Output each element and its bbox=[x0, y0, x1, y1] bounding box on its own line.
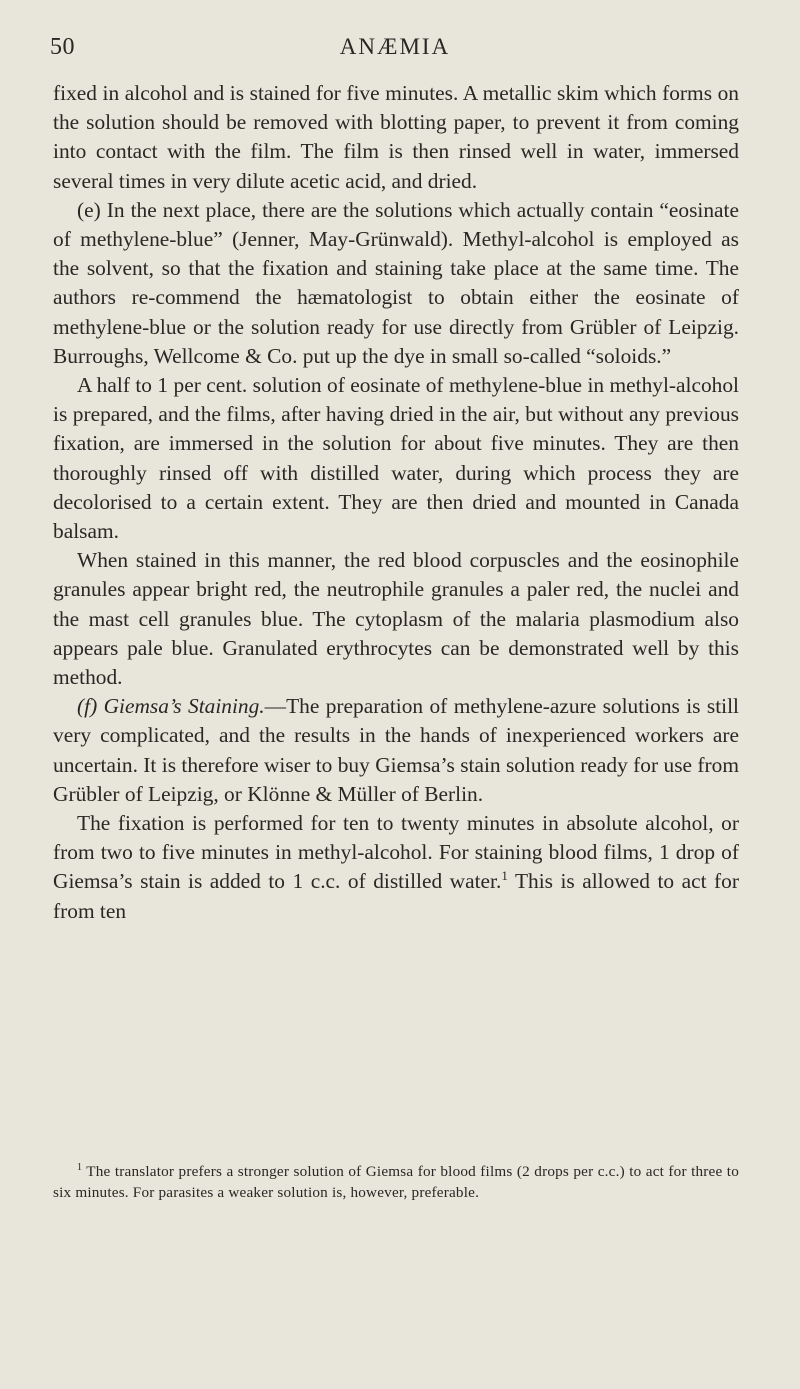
paragraph-fixation bbox=[53, 809, 739, 926]
section-label-e: (e) bbox=[77, 197, 101, 222]
paragraph-text: This is allowed to act for from ten bbox=[53, 869, 739, 923]
page-number: 50 bbox=[50, 34, 75, 60]
paragraph-continuation bbox=[53, 79, 739, 196]
paragraph-staining-results bbox=[53, 546, 739, 692]
running-head: ANÆMIA bbox=[339, 34, 451, 59]
page-header bbox=[50, 34, 740, 64]
footnote-mark: 1 bbox=[77, 1161, 83, 1173]
paragraph-solution bbox=[53, 371, 739, 546]
paragraph-section-e bbox=[53, 196, 739, 371]
paragraph-text: fixed in alcohol and is stained for five minutes. A metallic skim which forms on the solution should be removed with blotting paper, to prevent it from coming into contact with the film. The film is then rinsed well in water, immersed several times in very dilute acetic acid, and dried. bbox=[53, 81, 739, 193]
paragraph-text: A half to 1 per cent. solution of eosinate of methylene-blue in methyl-alcohol is prepared, and the films, after having dried in the air, but without any previous fixation, are immersed in the solution for about five minutes. They are then thoroughly rinsed off with distilled water, during which process they are decolorised to a certain extent. They are then dried and mounted in Canada balsam. bbox=[53, 373, 739, 544]
paragraph-text: When stained in this manner, the red blood corpuscles and the eosinophile granules appear bright red, the neutrophile granules a paler red, the nuclei and the mast cell granules blue. The cytoplasm of the malaria plasmodium also appears pale blue. Granulated erythrocytes can be demonstrated well by this method. bbox=[53, 548, 739, 690]
section-label-f: (f) Giemsa’s Staining. bbox=[77, 694, 265, 719]
footnote-text: The translator prefers a stronger solution of Giemsa for blood films (2 drops per c.c.) to act for three to six minutes. For parasites a weaker solution is, however, preferable. bbox=[53, 1163, 739, 1201]
paragraph-text: —The preparation of methylene-azure solutions is still very complicated, and the results in the hands of inexperienced workers are uncertain. It is therefore wiser to buy Giemsa’s stain solution ready for use from Grübler of Leipzig, or Klönne & Müller of Berlin. bbox=[53, 694, 739, 806]
paragraph-text: In the next place, there are the solutions which actually contain “eosinate of methylene-blue” (Jenner, May-Grünwald). Methyl-alcohol is employed as the solvent, so that the fixation and staining take place at the same time. The authors re-commend the hæmatologist to obtain either the eosinate of methylene-blue or the solution ready for use directly from Grübler of Leipzig. Burroughs, Wellcome & Co. put up the dye in small so-called “soloids.” bbox=[53, 197, 739, 368]
footnote bbox=[53, 1162, 739, 1203]
footnotes bbox=[53, 1162, 739, 1203]
footnote-reference: 1 bbox=[501, 868, 508, 884]
paragraph-section-f bbox=[53, 692, 739, 809]
paragraph-text: The fixation is performed for ten to twenty minutes in absolute alcohol, or from two to five minutes in methyl-alcohol. For staining blood films, 1 drop of Giemsa’s stain is added to 1 c.c. of distilled water. bbox=[53, 811, 739, 894]
body-text bbox=[53, 79, 739, 926]
